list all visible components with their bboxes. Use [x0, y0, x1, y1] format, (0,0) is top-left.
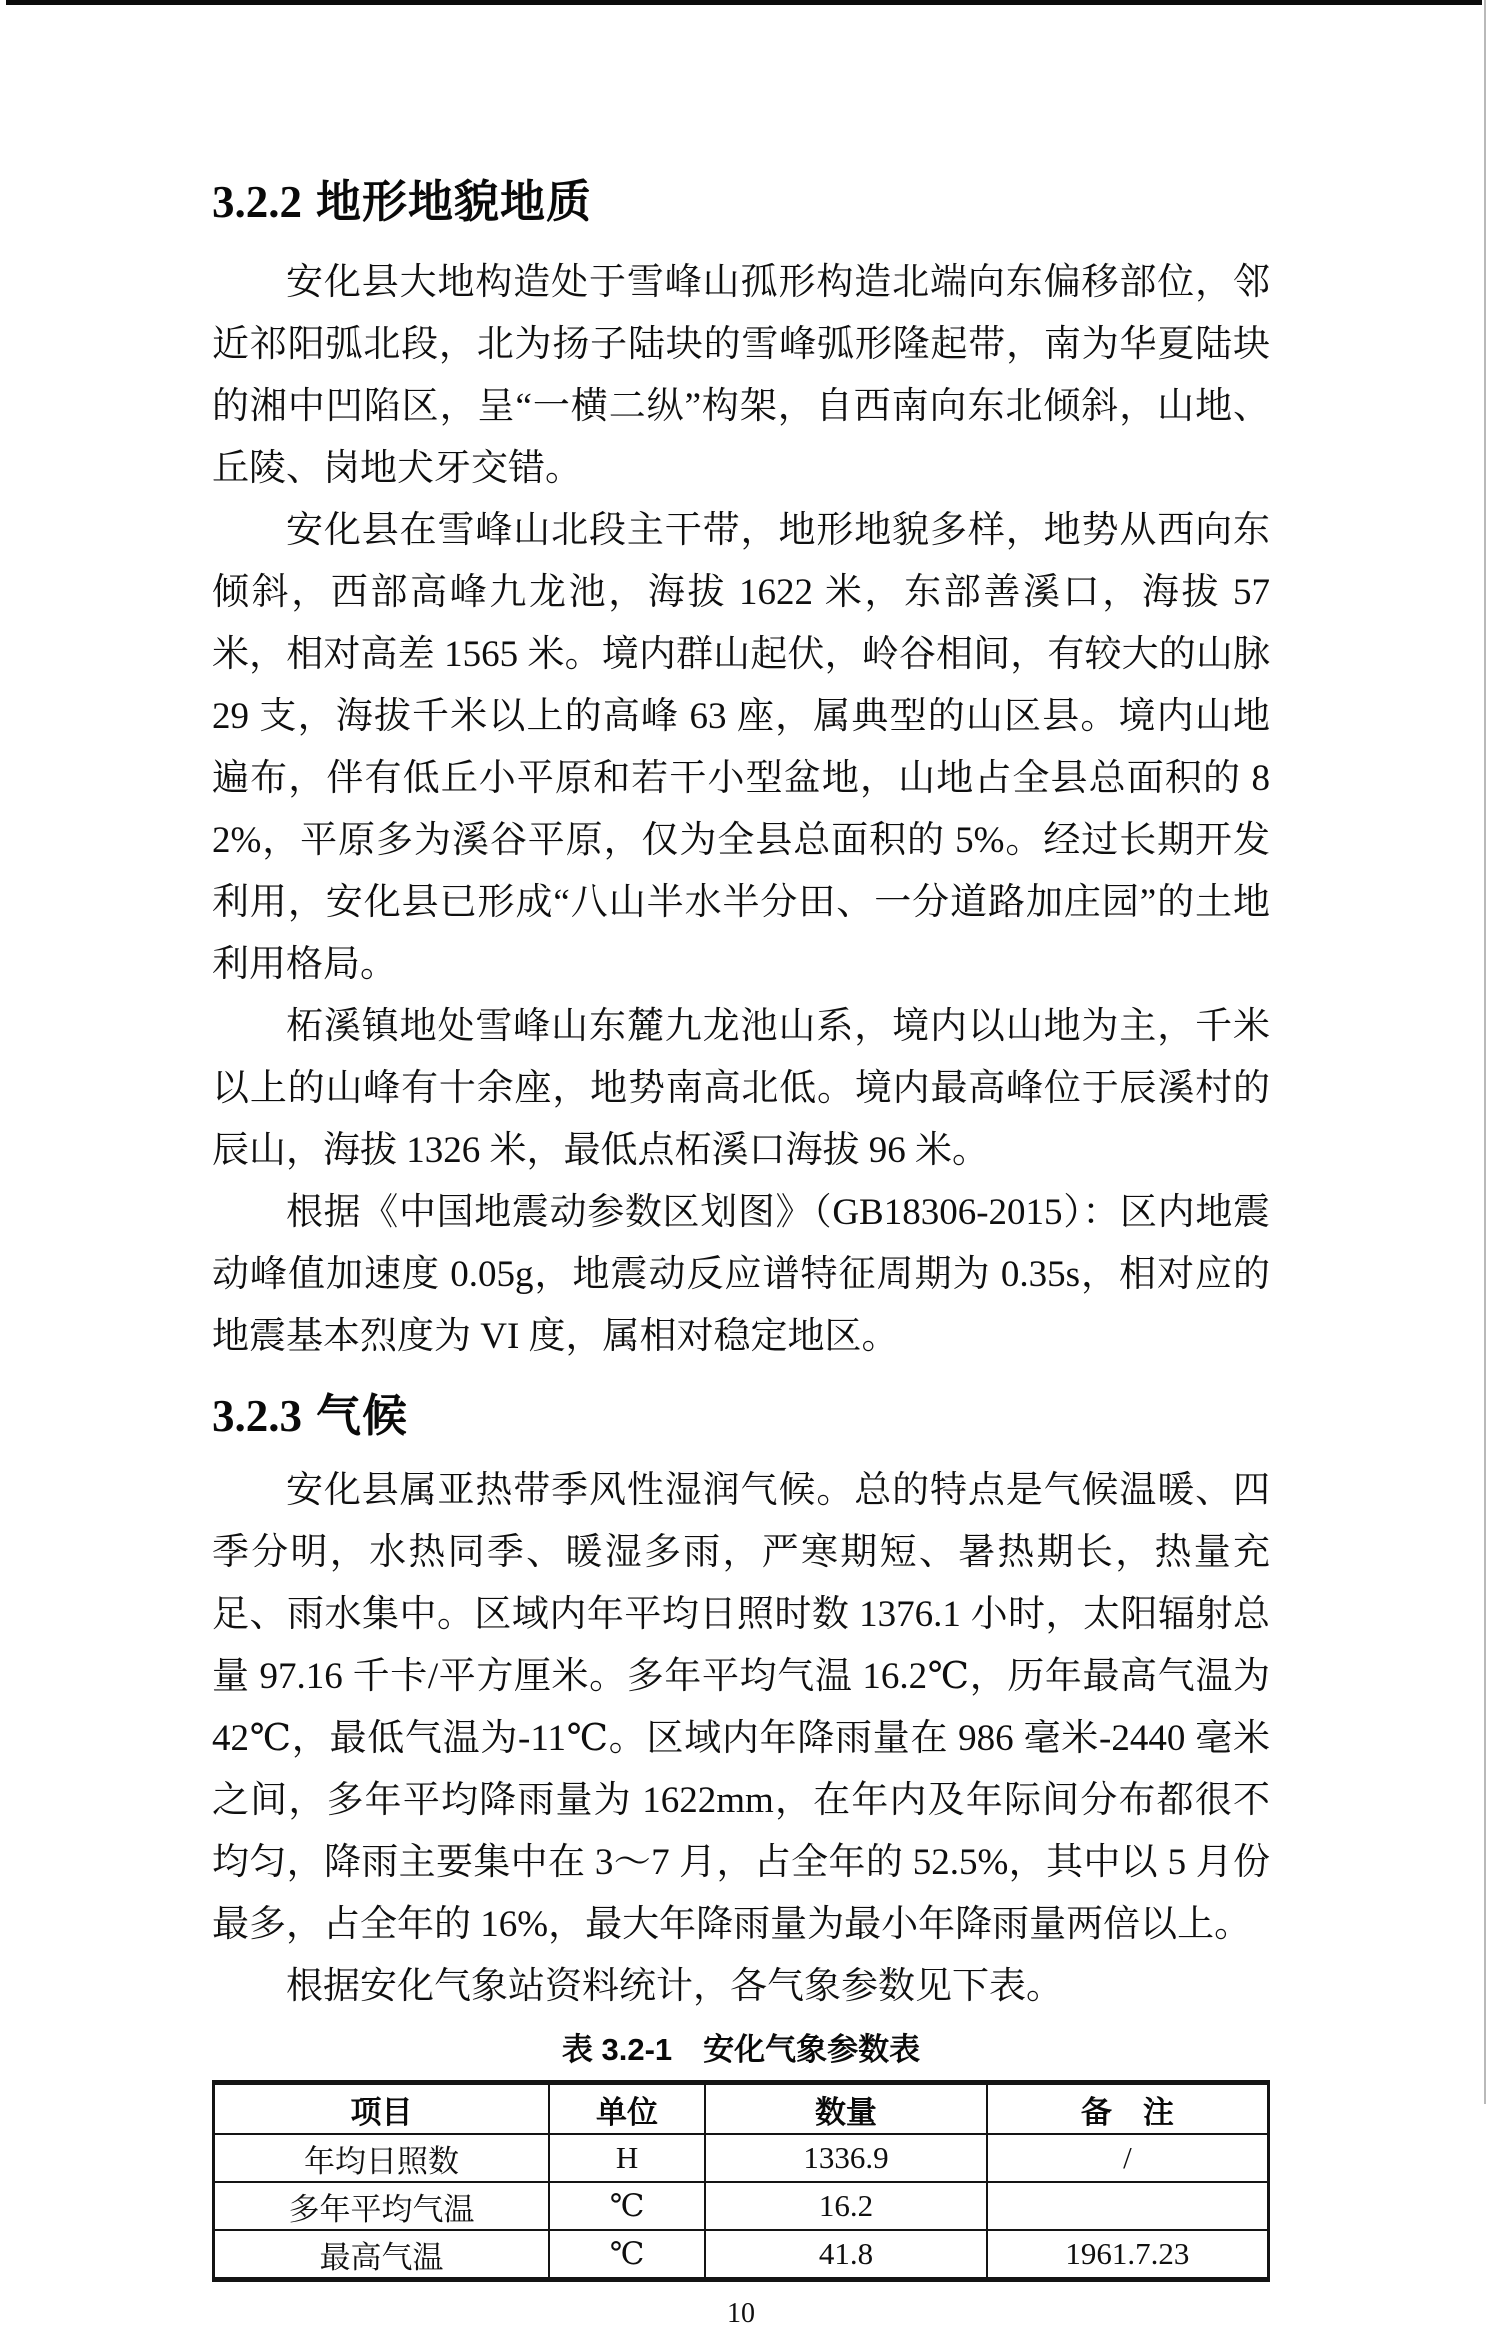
- body-paragraph: 安化县大地构造处于雪峰山孤形构造北端向东偏移部位，邻近祁阳弧北段，北为扬子陆块的雪峰弧形隆起带，南为华夏陆块的湘中凹陷区，呈“一横二纵”构架，自西南向东北倾斜，山地、丘陵、岗地犬牙交错。: [212, 262, 1270, 489]
- body-paragraph: 安化县在雪峰山北段主干带，地形地貌多样，地势从西向东倾斜，西部高峰九龙池，海拔 1622 米，东部善溪口，海拔 57 米，相对高差 1565 米。境内群山起伏，岭谷相间，有较大的山脉 29 支，海拔千米以上的高峰 63 座，属典型的山区县。境内山地遍布，伴有低丘小平原和若干小型盆地，山地占全县总面积的 82%，平原多为溪谷平原，仅为全县总面积的 5%。经过长期开发利用，安化县已形成“八山半水半分田、一分道路加庄园”的土地利用格局。: [212, 510, 1270, 985]
- page-right-edge-artifact: [1484, 0, 1486, 2104]
- table-cell: 16.2: [705, 2182, 987, 2230]
- body-paragraph: 根据《中国地震动参数区划图》（GB18306-2015）：区内地震动峰值加速度 0.05g，地震动反应谱特征周期为 0.35s，相对应的地震基本烈度为 VI 度，属相对稳定地区。: [212, 1192, 1270, 1357]
- table-cell: ℃: [549, 2230, 705, 2280]
- table-cell: 最高气温: [214, 2230, 549, 2280]
- table-cell: /: [987, 2134, 1269, 2182]
- table-caption: 表 3.2-1 安化气象参数表: [561, 2032, 921, 2067]
- column-header-note: 备 注: [987, 2083, 1269, 2135]
- column-header-item: 项目: [214, 2083, 549, 2135]
- heading-title: 地形地貌地质: [316, 176, 593, 227]
- table-cell: [987, 2182, 1269, 2230]
- column-header-quantity: 数量: [705, 2083, 987, 2135]
- table-cell: 多年平均气温: [214, 2182, 549, 2230]
- table-cell: H: [549, 2134, 705, 2182]
- table-header-row: [214, 2083, 1269, 2135]
- page-number: 10: [727, 2298, 755, 2329]
- heading-number: 3.2.3: [212, 1391, 302, 1441]
- table-cell: ℃: [549, 2182, 705, 2230]
- body-paragraph: 安化县属亚热带季风性湿润气候。总的特点是气候温暖、四季分明，水热同季、暖湿多雨，严寒期短、暑热期长，热量充足、雨水集中。区域内年平均日照时数 1376.1 小时，太阳辐射总量 97.16 千卡/平方厘米。多年平均气温 16.2℃，历年最高气温为 42℃，最低气温为-11℃。区域内年降雨量在 986 毫米-2440 毫米之间，多年平均降雨量为 1622mm，在年内及年际间分布都很不均匀，降雨主要集中在 3～7 月，占全年的 52.5%，其中以 5 月份最多，占全年的 16%，最大年降雨量为最小年降雨量两倍以上。: [212, 1470, 1270, 1945]
- table-row: [214, 2230, 1269, 2280]
- table-cell: 1336.9: [705, 2134, 987, 2182]
- body-paragraph: 根据安化气象站资料统计，各气象参数见下表。: [286, 1966, 1063, 2007]
- heading-number: 3.2.2: [212, 177, 302, 227]
- table-cell: 1961.7.23: [987, 2230, 1269, 2280]
- table-row: [214, 2182, 1269, 2230]
- scan-top-edge-artifact: [6, 0, 1482, 5]
- heading-title: 气候: [316, 1390, 409, 1441]
- table-cell: 41.8: [705, 2230, 987, 2280]
- section-heading-terrain: [212, 176, 1270, 228]
- weather-parameters-table: [212, 2080, 1270, 2282]
- column-header-unit: 单位: [549, 2083, 705, 2135]
- body-paragraph: 柘溪镇地处雪峰山东麓九龙池山系，境内以山地为主，千米以上的山峰有十余座，地势南高北低。境内最高峰位于辰溪村的辰山，海拔 1326 米，最低点柘溪口海拔 96 米。: [212, 1006, 1270, 1171]
- table-row: [214, 2134, 1269, 2182]
- section-heading-climate: [212, 1390, 1270, 1442]
- table-cell: 年均日照数: [214, 2134, 549, 2182]
